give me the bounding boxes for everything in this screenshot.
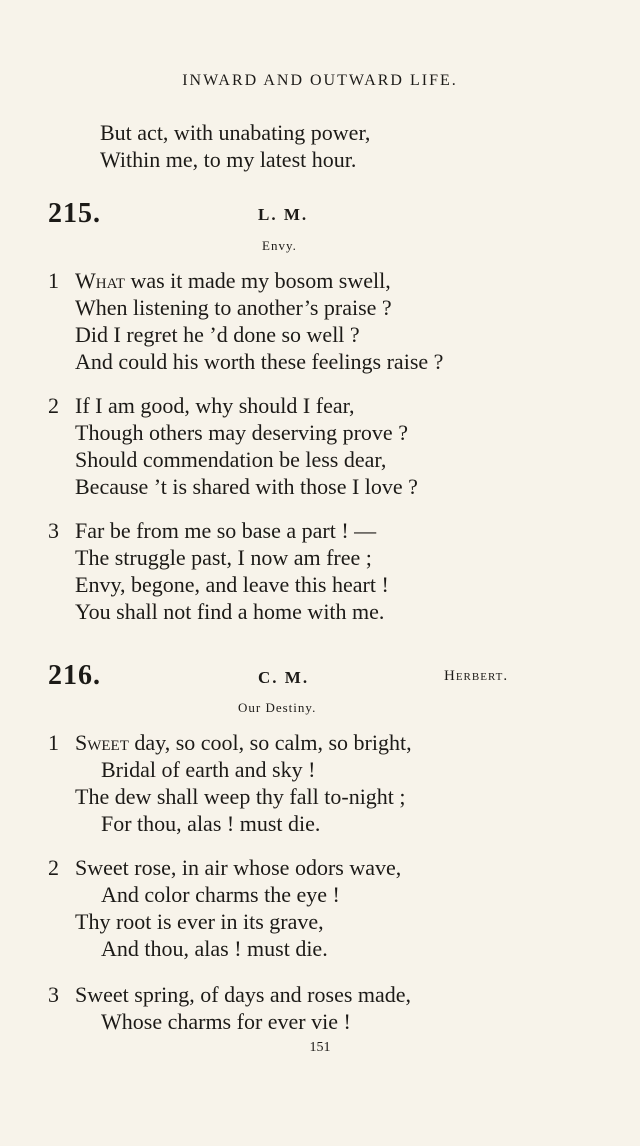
verse-line: And could his worth these feelings raise ? [75, 349, 444, 374]
verse-line: Though others may deserving prove ? [75, 420, 408, 445]
hymn-number-215: 215. [48, 198, 101, 229]
verse-line: For thou, alas ! must die. [101, 811, 321, 836]
page-number: 151 [309, 1040, 331, 1055]
carryover-line-1: But act, with unabating power, [100, 120, 371, 145]
verse-line: Should commendation be less dear, [75, 447, 387, 472]
verse-line: Sweet spring, of days and roses made, [75, 982, 412, 1007]
carryover-line-2: Within me, to my latest hour. [100, 147, 357, 172]
verse-line: Because ’t is shared with those I love ? [75, 474, 418, 499]
first-word: What [75, 268, 125, 293]
verse-line: And color charms the eye ! [101, 882, 340, 907]
verse-line: Bridal of earth and sky ! [101, 757, 316, 782]
stanza-number: 2 [48, 393, 59, 418]
verse-line: When listening to another’s praise ? [75, 295, 392, 320]
first-word: Sweet [75, 730, 129, 755]
stanza-number: 1 [48, 268, 59, 293]
verse-line: Thy root is ever in its grave, [75, 909, 324, 934]
hymn-number-216: 216. [48, 660, 101, 691]
verse-line [75, 268, 391, 294]
stanza-number: 1 [48, 730, 59, 755]
verse-line: Envy, begone, and leave this heart ! [75, 572, 389, 597]
verse-line: The struggle past, I now am free ; [75, 545, 372, 570]
first-rest: day, so cool, so calm, so bright, [128, 730, 412, 755]
hymn-216-meter: C. M. [258, 668, 310, 687]
verse-line: If I am good, why should I fear, [75, 393, 355, 418]
hymn-216-author: Herbert. [444, 668, 509, 684]
verse-line: And thou, alas ! must die. [101, 936, 328, 961]
verse-line: The dew shall weep thy fall to-night ; [75, 784, 406, 809]
running-head: INWARD AND OUTWARD LIFE. [182, 72, 458, 89]
stanza-number: 2 [48, 855, 59, 880]
hymn-215-title: Envy. [262, 238, 297, 253]
verse-line: Did I regret he ’d done so well ? [75, 322, 360, 347]
verse-line: Whose charms for ever vie ! [101, 1009, 351, 1034]
first-rest: was it made my bosom swell, [124, 268, 391, 293]
verse-line [75, 730, 412, 756]
verse-line: Sweet rose, in air whose odors wave, [75, 855, 402, 880]
hymn-216-title: Our Destiny. [238, 700, 317, 715]
stanza-number: 3 [48, 518, 59, 543]
stanza-number: 3 [48, 982, 59, 1007]
hymn-215-meter: L. M. [258, 205, 309, 224]
verse-line: You shall not find a home with me. [75, 599, 385, 624]
verse-line: Far be from me so base a part ! — [75, 518, 377, 543]
